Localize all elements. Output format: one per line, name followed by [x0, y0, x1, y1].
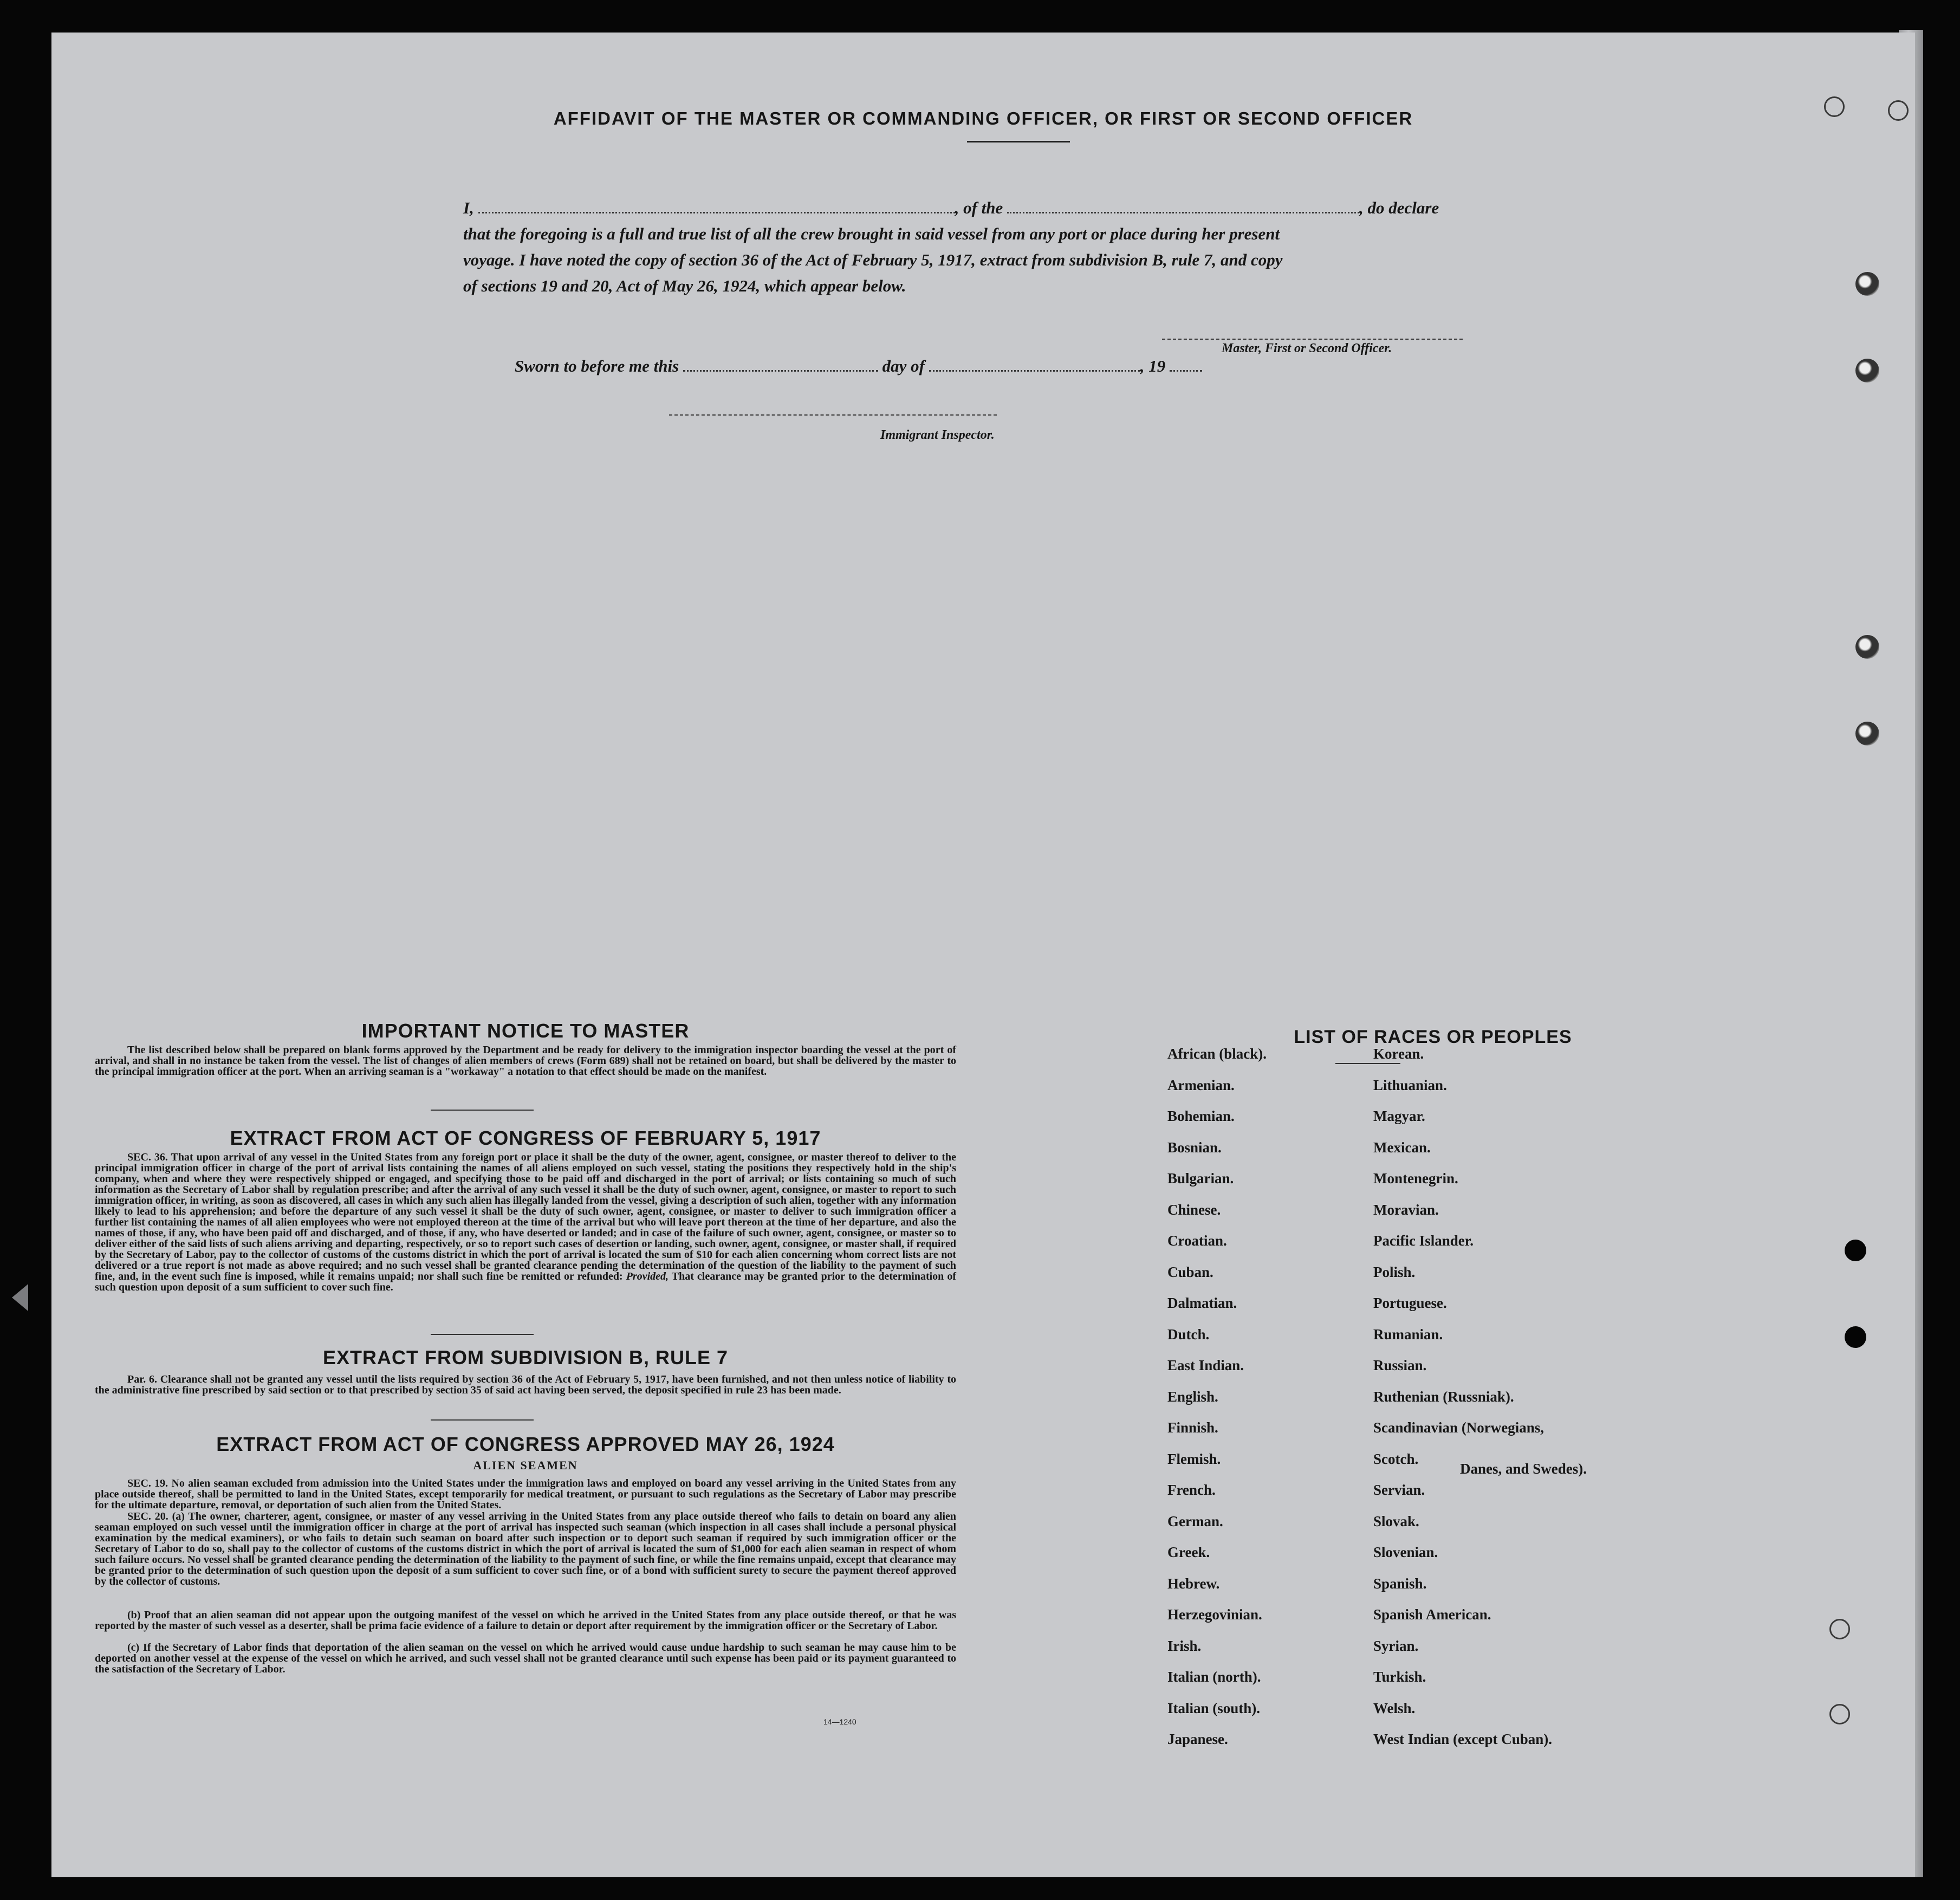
race-item: Bosnian.: [1167, 1139, 1222, 1156]
notice-rule: [431, 1110, 534, 1111]
race-item: Portuguese.: [1373, 1295, 1447, 1311]
master-signature-line[interactable]: [1162, 339, 1463, 340]
declaration-of-the: , of the: [955, 198, 1003, 217]
race-item: Bulgarian.: [1167, 1170, 1234, 1186]
race-item: African (black).: [1167, 1046, 1267, 1062]
races-title: LIST OF RACES OR PEOPLES: [1294, 1027, 1572, 1047]
alien-seamen-subtitle: ALIEN SEAMEN: [473, 1458, 578, 1472]
race-item: Korean.: [1373, 1046, 1424, 1062]
race-item: Scotch.: [1373, 1450, 1419, 1467]
race-item: Mexican.: [1373, 1139, 1431, 1156]
title-rule: [967, 141, 1070, 142]
race-item: Lithuanian.: [1373, 1077, 1447, 1093]
proviso-label: Provided,: [626, 1270, 669, 1282]
race-scandinavian-continued: Danes, and Swedes).: [1460, 1461, 1587, 1477]
binder-rivet: [1855, 272, 1879, 296]
extract-rule7-body: Par. 6. Clearance shall not be granted any vessel until the lists required by section 36 of the Act of February 5, 1917, have been furnished, and not then unless notice of liability to the administrative fine prescribed by said section or to that prescribed by section 35 of said act having been served, the deposit specified in rule 23 has been made.: [95, 1373, 956, 1396]
inspector-signature-label: Immigrant Inspector.: [880, 428, 995, 442]
extract-1917-rule: [431, 1334, 534, 1335]
race-item: Dalmatian.: [1167, 1295, 1237, 1311]
proviso-text: That clearance may be granted prior to the determination of such question upon deposit of a sum sufficient to cover such fine.: [95, 1270, 957, 1293]
race-item: Magyar.: [1373, 1108, 1425, 1124]
race-item: Japanese.: [1167, 1731, 1228, 1747]
race-item: Greek.: [1167, 1544, 1210, 1560]
section-20a-text: SEC. 20. (a) The owner, charterer, agent, consignee, or master of any vessel arriving in the United States from any place outside thereof who fails to detain on board any alien seaman employed on such vessel until the immigration officer in charge at the port of arrival has inspected such seaman (which inspection in all cases shall include a personal physical examination by the medical examiners), or who fails to detain such seaman on board after such inspection or to deport such seaman if required by such immigration officer or the Secretary of Labor to do so, shall pay to the collector of customs of the customs district in which the port of arrival is located the sum of $1,000 for each alien seaman in respect of whom such failure occurs. No vessel shall be granted clearance pending the determination of the liability to the payment of such fine, or while the fine remains unpaid, except that clearance may be granted prior to the determination of such question upon the deposit of a sum sufficient to cover such fine, or of a bond with sufficient surety to secure the payment thereof approved by the collector of customs.: [95, 1510, 956, 1587]
race-item: Slovenian.: [1373, 1544, 1438, 1560]
race-item: Flemish.: [1167, 1450, 1221, 1467]
section-20c-text: (c) If the Secretary of Labor finds that deportation of the alien seaman on the vessel on which he arrived would cause undue hardship to such seaman he may cause him to be deported on another vessel at the expense of the vessel on which he arrived, and such vessel shall not be granted clearance until such expense has been paid or its payment guaranteed to the satisfaction of the Secretary of Labor.: [95, 1642, 956, 1675]
section-36-text: SEC. 36. That upon arrival of any vessel in the United States from any foreign port or place it shall be the duty of the owner, agent, consignee, or master thereof to deliver to the principal immigration officer in charge of the port of arrival lists containing the names of all aliens employed on such vessel, stating the positions they respectively hold in the ship's company, when and where they were respectively shipped or engaged, and specifying those to be paid off and discharged in the port of arrival; or lists containing so much of such information as the Secretary of Labor shall by regulation prescribe; and after the arrival of any such vessel it shall be the duty of such owner, agent, consignee, or master to report to such immigration officer, in writing, as soon as discovered, all cases in which any such alien has illegally landed from the vessel, giving a description of such alien, together with any information likely to lead to his apprehension; and before the departure of any such vessel it shall be the duty of such owner, agent, consignee, or master to deliver to such immigration officer a further list containing the names of all alien employees who were not employed thereon at the time of the arrival but who will leave port thereon at the time of her departure, and also the names of those, if any, who have been paid off and discharged, and of those, if any, who have deserted or landed; and in case of the failure of such owner, agent, consignee, or master so to deliver either of the said lists of such aliens arriving and departing, respectively, or so to report such cases of desertion or landing, such owner, agent, consignee, or master shall, if required by the Secretary of Labor, pay to the collector of customs of the customs district in which the port of arrival is located the sum of $10 for each alien concerning whom correct lists are not delivered or a true report is not made as above required; and no such vessel shall be granted clearance pending the determination of the question of the liability to the payment of such fine, and, in the event such fine is imposed, while it remains unpaid; nor shall such fine be remitted or refunded:: [95, 1151, 956, 1282]
race-item: Pacific Islander.: [1373, 1233, 1474, 1249]
declaration-do-declare: , do declare: [1359, 198, 1439, 217]
binder-hole-ring: [1824, 96, 1845, 117]
section-19-text: SEC. 19. No alien seaman excluded from admission into the United States under the immigration laws and employed on board any vessel arriving in the United States from any place outside thereof, shall be permitted to land in the United States, except temporarily for medical treatment, or pursuant to such regulations as the Secretary of Labor may prescribe for the ultimate departure, removal, or deportation of such alien from the United States.: [95, 1477, 956, 1511]
race-item: Turkish.: [1373, 1669, 1426, 1685]
race-item: Montenegrin.: [1373, 1170, 1458, 1186]
race-item: Welsh.: [1373, 1700, 1416, 1716]
extract-1924-title: EXTRACT FROM ACT OF CONGRESS APPROVED MAY 26, 1924: [216, 1433, 835, 1455]
race-item: Italian (south).: [1167, 1700, 1261, 1716]
left-notch: [12, 1284, 28, 1311]
name-blank[interactable]: [478, 212, 955, 213]
race-item: Spanish American.: [1373, 1606, 1491, 1623]
binder-hole-black: [1845, 1326, 1866, 1348]
race-item: Italian (north).: [1167, 1669, 1261, 1685]
race-item: Irish.: [1167, 1637, 1202, 1654]
inspector-signature-line[interactable]: [669, 414, 997, 416]
race-item: East Indian.: [1167, 1357, 1244, 1373]
section-20b-text: (b) Proof that an alien seaman did not appear upon the outgoing manifest of the vessel on which he arrived in the United States from any place outside thereof, or that he was reported by the master of such vessel as a deserter, shall be prima facie evidence of a failure to detain or deport after requirement by the immigration officer or the Secretary of Labor.: [95, 1609, 956, 1632]
notice-body: The list described below shall be prepared on blank forms approved by the Department and be ready for delivery to the immigration inspector boarding the vessel at the port of arrival, and shall in no instance be taken from the vessel. The list of changes of alien members of crews (Form 689) shall not be retained on board, but shall be delivered by the master to the principal immigration officer at the port. When an arriving seaman is a "workaway" a notation to that effect should be made on the manifest.: [95, 1044, 956, 1078]
binder-hole-ring: [1888, 100, 1909, 121]
master-signature-label: Master, First or Second Officer.: [1222, 341, 1392, 355]
race-item: Russian.: [1373, 1357, 1427, 1373]
document-page: [51, 33, 1915, 1877]
sworn-day-blank[interactable]: [683, 370, 878, 372]
race-item: West Indian (except Cuban).: [1373, 1731, 1553, 1747]
race-item: Bohemian.: [1167, 1108, 1235, 1124]
sworn-text: Sworn to before me this: [515, 356, 679, 375]
race-item: Moravian.: [1373, 1201, 1439, 1218]
binder-hole-ring: [1829, 1619, 1850, 1639]
race-item: Spanish.: [1373, 1575, 1427, 1592]
race-item: Cuban.: [1167, 1263, 1213, 1280]
binder-hole-ring: [1829, 1704, 1850, 1724]
race-item: Rumanian.: [1373, 1326, 1443, 1343]
sworn-year-blank[interactable]: [1170, 370, 1202, 372]
sworn-line: [515, 353, 1327, 379]
extract-rule7-rule: [431, 1419, 534, 1421]
extract-rule7-title: EXTRACT FROM SUBDIVISION B, RULE 7: [322, 1346, 729, 1369]
race-item: Syrian.: [1373, 1637, 1419, 1654]
race-item: French.: [1167, 1482, 1216, 1498]
sworn-year-prefix: , 19: [1140, 356, 1166, 375]
race-item: Armenian.: [1167, 1077, 1235, 1093]
race-item: Finnish.: [1167, 1419, 1218, 1436]
declaration-line-2: that the foregoing is a full and true list of all the crew brought in said vessel from any port or place during her present: [463, 224, 1280, 243]
vessel-blank[interactable]: [1007, 212, 1359, 213]
binder-rivet: [1855, 722, 1879, 745]
race-item: Servian.: [1373, 1482, 1425, 1498]
extract-1917-title: EXTRACT FROM ACT OF CONGRESS OF FEBRUARY 5, 1917: [230, 1127, 821, 1149]
race-item: Ruthenian (Russniak).: [1373, 1388, 1514, 1405]
race-item: English.: [1167, 1388, 1218, 1405]
binder-rivet: [1855, 359, 1879, 382]
race-item: Hebrew.: [1167, 1575, 1220, 1592]
binder-rivet: [1855, 635, 1879, 659]
declaration-i: I,: [463, 198, 474, 217]
notice-title: IMPORTANT NOTICE TO MASTER: [361, 1020, 690, 1042]
sworn-day-of: day of: [882, 356, 925, 375]
race-item: Dutch.: [1167, 1326, 1210, 1343]
declaration-line-4: of sections 19 and 20, Act of May 26, 1924, which appear below.: [463, 276, 906, 295]
declaration-line-1: [463, 195, 1547, 221]
sworn-month-blank[interactable]: [929, 370, 1140, 372]
extract-1917-body: [95, 1152, 956, 1293]
race-item: Scandinavian (Norwegians,: [1373, 1419, 1544, 1436]
declaration-line-3: voyage. I have noted the copy of section 36 of the Act of February 5, 1917, extract from subdivision B, rule 7, and copy: [463, 250, 1283, 269]
binder-hole-black: [1845, 1240, 1866, 1261]
race-item: Chinese.: [1167, 1201, 1221, 1218]
race-item: Croatian.: [1167, 1233, 1227, 1249]
race-item: German.: [1167, 1513, 1223, 1529]
form-number: 14—1240: [823, 1717, 856, 1726]
races-rule: [1335, 1063, 1400, 1064]
race-item: Slovak.: [1373, 1513, 1419, 1529]
race-item: Herzegovinian.: [1167, 1606, 1262, 1623]
race-item: Polish.: [1373, 1263, 1416, 1280]
affidavit-title: AFFIDAVIT OF THE MASTER OR COMMANDING OFFICER, OR FIRST OR SECOND OFFICER: [553, 108, 1413, 128]
